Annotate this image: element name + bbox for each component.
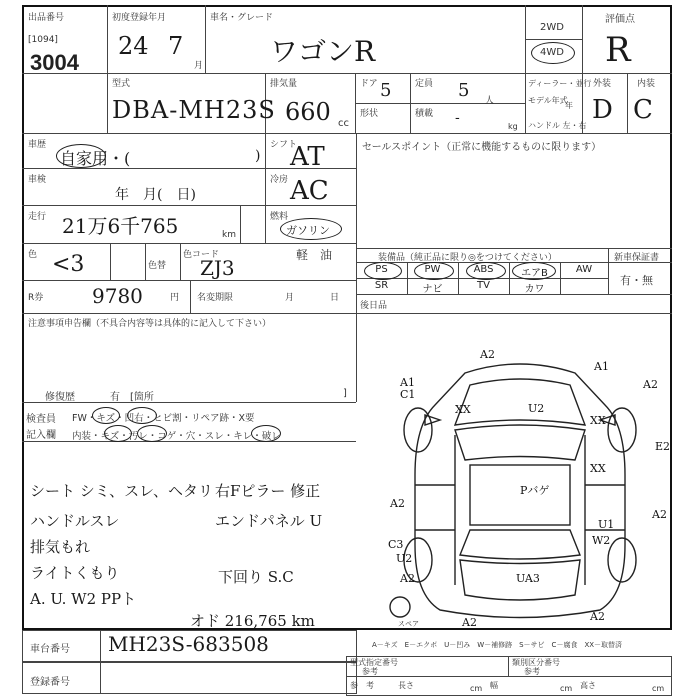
- damage-mark: A1: [400, 376, 415, 389]
- equip-airbag: エアB: [521, 268, 548, 279]
- doors-label: ドア: [360, 79, 378, 89]
- equipment-label: 装備品（純正品に限り◎をつけてください）: [378, 253, 557, 263]
- inspector-circle: [92, 407, 120, 424]
- history-label: 車歴: [28, 140, 47, 150]
- divider: [22, 73, 672, 74]
- expire-month: 月: [285, 293, 295, 303]
- registration-label: 登録番号: [30, 677, 70, 688]
- damage-mark: XX: [590, 462, 606, 475]
- inspector-circle: [127, 407, 157, 424]
- fuel-label: 燃料: [270, 212, 289, 222]
- first-reg-month: 7: [168, 32, 184, 60]
- spec-ref-2: 参考: [524, 667, 540, 676]
- spec-length: 長さ: [398, 681, 414, 690]
- comment-line: オド 216,765 km: [190, 612, 315, 630]
- inspector-label-2: 記入欄: [26, 430, 56, 441]
- history-value: 自家用・(: [60, 149, 131, 168]
- recycle-unit: 円: [170, 293, 180, 303]
- shift-value: AT: [290, 142, 325, 172]
- model-value: DBA-MH23S: [112, 96, 276, 124]
- month-unit: 月: [194, 61, 204, 71]
- recycle-label: R券: [28, 293, 44, 303]
- comment-line: ライトくもり: [30, 564, 120, 582]
- lot-sub: [1094]: [28, 35, 58, 45]
- inspection-label: 車検: [28, 175, 47, 185]
- equip-pw: PW: [424, 264, 441, 275]
- color-change-label: 色替: [148, 261, 167, 271]
- divider: [145, 243, 146, 280]
- car-name: ワゴンR: [270, 35, 376, 68]
- equip-leather: カワ: [524, 284, 545, 295]
- divider: [627, 73, 628, 133]
- notes-label: 注意事項申告欄（不具合内容等は具体的に記入して下さい）: [28, 319, 272, 329]
- load-label: 積載: [415, 109, 434, 119]
- inspector-int-line: 内装・キズ・汚レ・コゲ・穴・スレ・キレ・破レ: [72, 431, 281, 442]
- aircon-label: 冷房: [270, 175, 289, 185]
- inspector-circle: [137, 425, 167, 442]
- damage-mark: U2: [528, 402, 545, 415]
- lot-number: 3004: [30, 50, 79, 75]
- displacement-label: 排気量: [270, 79, 298, 89]
- divider: [356, 248, 672, 249]
- repair-value: 有 [箇所: [110, 392, 154, 403]
- rating-value: R: [605, 30, 631, 70]
- spec-width: 幅: [490, 681, 498, 690]
- color-code-label: 色コード: [183, 250, 220, 260]
- first-reg-year: 24: [118, 32, 149, 60]
- equip-circle: [512, 262, 556, 280]
- damage-legend: A－キズ E－エクボ U－凹み W－補修跡 S－サビ C－腐食 XX－取替済: [372, 641, 623, 649]
- damage-mark: W2: [592, 534, 611, 547]
- spec-label-1: 型式指定番号: [350, 658, 398, 667]
- chassis-value: MH23S-683508: [108, 632, 269, 656]
- displacement-unit: cc: [338, 118, 349, 129]
- equip-abs: ABS: [473, 264, 494, 275]
- chassis-label: 車台番号: [30, 644, 70, 655]
- first-reg-label: 初度登録年月: [112, 13, 167, 23]
- repair-label: 修復歴: [45, 392, 75, 403]
- inspector-fw-line: FW・キズ・凹右・ヒビ割・リペア跡・X要: [72, 413, 255, 424]
- ext-grade: D: [592, 95, 613, 125]
- color-value: <3: [52, 252, 85, 277]
- history-close: ): [255, 148, 261, 164]
- shift-label: シフト: [270, 140, 298, 150]
- capacity-label: 定員: [415, 79, 434, 89]
- equip-circle: [466, 262, 506, 280]
- inspector-label-1: 検査員: [26, 414, 56, 425]
- inspection-value: 年 月( 日): [115, 187, 196, 203]
- damage-mark: A2: [652, 508, 667, 521]
- spec-ref-bottom: 参 考: [350, 681, 374, 690]
- recycle-value: 9780: [92, 284, 143, 308]
- damage-mark: C3: [388, 538, 404, 551]
- doors-value: 5: [380, 80, 392, 101]
- spare-label: スペア: [398, 620, 419, 628]
- divider: [525, 39, 582, 40]
- capacity-unit: 人: [485, 96, 495, 106]
- ext-label: 外装: [593, 79, 612, 89]
- handle-label: ハンドル 左・右: [528, 121, 587, 130]
- equip-circle: [414, 262, 454, 280]
- divider: [355, 103, 525, 104]
- history-circle: [56, 144, 106, 168]
- fuel-circle: [280, 218, 342, 240]
- shape-label: 形状: [360, 109, 379, 119]
- mileage-unit: km: [222, 230, 236, 240]
- divider: [205, 5, 206, 73]
- divider: [107, 5, 108, 133]
- sales-point-label: セールスポイント（正常に機能するものに限ります）: [362, 142, 602, 153]
- equip-sr: SR: [374, 280, 389, 291]
- warranty-label: 新車保証書: [614, 253, 660, 263]
- int-label: 内装: [637, 79, 656, 89]
- rear-seat-label: 後日品: [360, 301, 388, 311]
- spec-cm: cm: [560, 684, 573, 693]
- divider: [22, 313, 672, 314]
- comment-line: シート シミ、スレ、ヘタリ: [30, 482, 213, 500]
- divider: [22, 133, 672, 134]
- divider: [608, 248, 609, 294]
- comment-line: 右Fピラー 修正: [215, 482, 321, 500]
- divider: [190, 280, 191, 313]
- divider: [356, 313, 357, 402]
- damage-mark: A2: [643, 378, 658, 391]
- damage-mark: A2: [590, 610, 605, 623]
- fuel-alt: 軽 油: [296, 248, 333, 262]
- comment-line: A. U. W2 PPト: [30, 590, 137, 608]
- color-code: ZJ3: [200, 256, 235, 280]
- divider: [582, 5, 583, 133]
- dealer-label: ディーラー・並行: [528, 79, 592, 88]
- equip-aw: AW: [575, 264, 593, 275]
- spec-cm: cm: [652, 684, 665, 693]
- damage-mark: U1: [598, 518, 615, 531]
- spec-label-2: 類別区分番号: [512, 658, 560, 667]
- damage-mark: A2: [480, 348, 495, 361]
- drive-4wd-circle: [531, 42, 575, 64]
- divider: [22, 243, 356, 244]
- spec-height: 高さ: [580, 681, 596, 690]
- equip-circle: [364, 262, 402, 280]
- inspector-circle: [104, 425, 132, 442]
- load-value: -: [455, 110, 460, 126]
- capacity-value: 5: [458, 80, 470, 101]
- damage-mark: A1: [594, 360, 609, 373]
- spec-ref: 参考: [362, 667, 378, 676]
- model-label: 型式: [112, 79, 131, 89]
- divider: [22, 280, 356, 281]
- equip-ps: PS: [375, 264, 388, 275]
- divider: [508, 656, 509, 676]
- equip-navi: ナビ: [422, 284, 443, 295]
- year-unit: 年: [565, 101, 573, 110]
- damage-mark: U2: [396, 552, 413, 565]
- drive-2wd: 2WD: [540, 22, 564, 33]
- rating-label: 評価点: [605, 14, 635, 25]
- int-grade: C: [633, 95, 653, 125]
- comment-line: ハンドルスレ: [30, 512, 120, 530]
- divider: [180, 243, 181, 280]
- mileage-label: 走行: [28, 212, 47, 222]
- damage-mark: E2: [655, 440, 671, 453]
- damage-mark: Pバゲ: [520, 484, 550, 497]
- divider: [240, 205, 241, 243]
- divider: [525, 5, 526, 133]
- expire-label: 名変期限: [197, 293, 234, 303]
- spec-cm: cm: [470, 684, 483, 693]
- color-label: 色: [28, 250, 38, 260]
- model-year-label: モデル年式: [528, 96, 568, 105]
- damage-mark: XX: [455, 403, 471, 416]
- load-unit: kg: [508, 122, 518, 131]
- inspector-circle: [251, 425, 281, 442]
- divider: [110, 243, 111, 280]
- damage-mark: A2: [390, 497, 405, 510]
- displacement-value: 660: [285, 98, 331, 126]
- divider: [346, 676, 672, 677]
- registration-row: [22, 662, 357, 694]
- mileage-value: 21万6千765: [62, 214, 179, 238]
- aircon-value: AC: [290, 176, 329, 206]
- warranty-value: 有・無: [620, 274, 653, 287]
- expire-day: 日: [330, 293, 340, 303]
- lot-label: 出品番号: [28, 13, 65, 23]
- car-name-label: 車名・グレード: [210, 13, 274, 23]
- damage-mark: UA3: [516, 572, 540, 585]
- comment-line: エンドパネル U: [215, 512, 323, 530]
- damage-mark: A2: [462, 616, 477, 629]
- divider: [265, 133, 266, 243]
- damage-mark: C1: [400, 388, 416, 401]
- equip-tv: TV: [477, 280, 490, 291]
- damage-mark: A2: [400, 572, 415, 585]
- repair-close: ]: [343, 388, 347, 399]
- comment-line: 排気もれ: [30, 538, 91, 556]
- fuel-value: ガソリン: [286, 224, 330, 237]
- drive-4wd: 4WD: [540, 47, 564, 58]
- damage-mark: XX: [590, 414, 606, 427]
- comment-line: 下回り S.C: [218, 568, 294, 586]
